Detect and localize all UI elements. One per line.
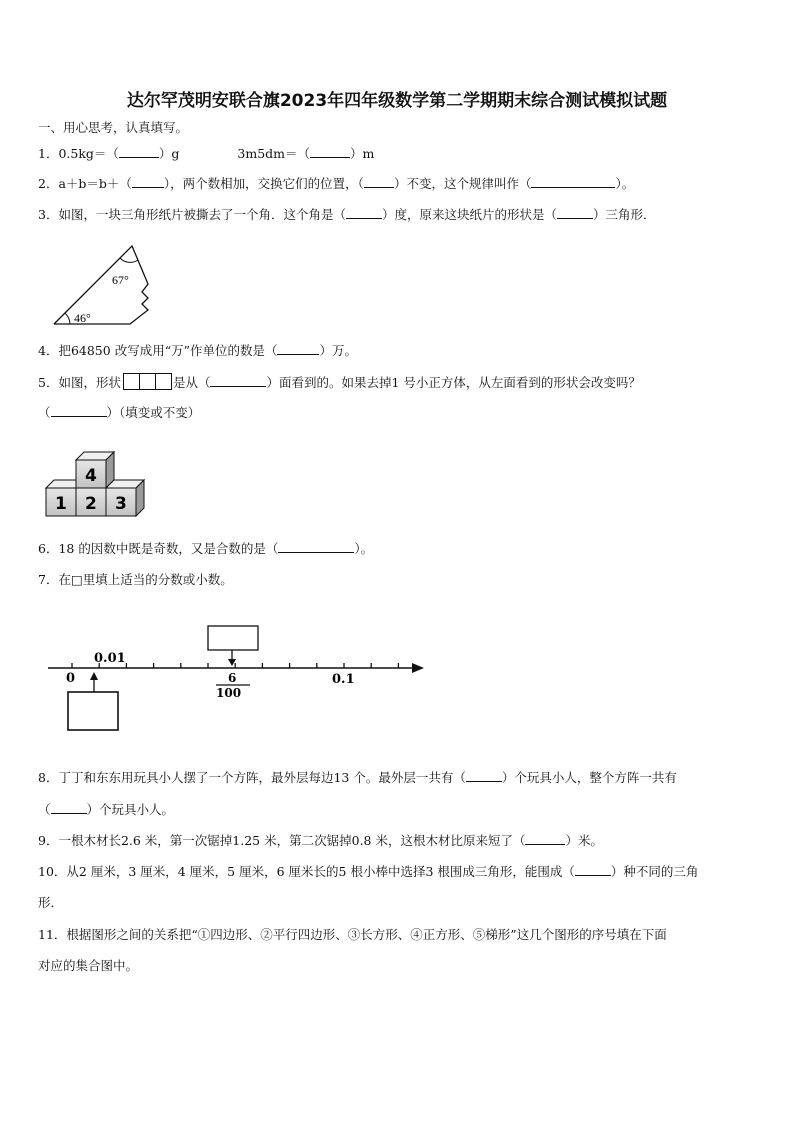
q6-blank[interactable] <box>278 541 354 553</box>
cube-4 <box>76 452 114 488</box>
cube-1-label: 1 <box>55 494 67 514</box>
question-6 <box>38 541 373 557</box>
question-2 <box>38 176 634 192</box>
q2-blank-2[interactable] <box>364 176 394 188</box>
q5-line2-close: ）（填变或不变） <box>106 405 201 420</box>
angle-arc-left <box>65 313 70 324</box>
question-11-line-2 <box>38 958 138 974</box>
q4-part-1: 4．把64850 改写成用“万”作单位的数是（ <box>38 343 278 358</box>
q3-part-1: 3．如图，一块三角形纸片被撕去了一个角．这个角是（ <box>38 207 346 222</box>
q5-line2-open: （ <box>38 405 51 420</box>
q3-blank-1[interactable] <box>346 207 382 219</box>
q9-part-2: ）米。 <box>565 833 603 848</box>
cube-2 <box>76 488 106 516</box>
label-0-01: 0.01 <box>94 651 126 666</box>
q8-part-1: 8．丁丁和东东用玩具小人摆了一个方阵，最外层每边13 个。最外层一共有（ <box>38 770 466 785</box>
q11-line2: 对应的集合图中。 <box>38 958 139 973</box>
question-8 <box>38 770 677 786</box>
question-5-line-2 <box>38 405 200 421</box>
answer-box-top[interactable] <box>208 626 258 650</box>
q5-blank-2[interactable] <box>51 405 107 417</box>
section-heading <box>38 120 188 136</box>
question-11 <box>38 927 667 943</box>
torn-triangle-figure <box>48 238 158 330</box>
q6-part-2: ）。 <box>354 541 374 556</box>
fraction-denominator: 100 <box>216 686 242 700</box>
q7-part-1: 7．在□里填上适当的分数或小数。 <box>38 572 233 587</box>
q2-part-3: ）不变，这个规律叫作（ <box>393 176 532 191</box>
fraction-numerator: 6 <box>228 671 237 685</box>
question-4 <box>38 343 357 359</box>
q8-line2-close: ）个玩具小人。 <box>86 802 175 817</box>
question-3 <box>38 207 656 223</box>
q3-part-2: ）度，原来这块纸片的形状是（ <box>381 207 557 222</box>
q8-part-2: ）个玩具小人，整个方阵一共有 <box>501 770 677 785</box>
triangle-outline <box>54 246 148 324</box>
shape-three-squares <box>123 373 171 391</box>
angle-label-left: 46° <box>74 311 91 325</box>
q1-blank-a[interactable] <box>119 146 159 158</box>
cube-4-label: 4 <box>85 466 97 486</box>
q10-part-1: 10．从2 厘米，3 厘米，4 厘米，5 厘米，6 厘米长的5 根小棒中选择3 根围成三角形，能围成（ <box>38 864 575 879</box>
angle-label-top: 67° <box>112 273 129 287</box>
q5-part-2: 是从（ <box>172 375 211 390</box>
q9-part-1: 9．一根木材长2.6 米，第一次锯掉1.25 米，第二次锯掉0.8 米，这根木材比原来短了（ <box>38 833 526 848</box>
q10-blank[interactable] <box>575 864 611 876</box>
label-0-1: 0.1 <box>332 672 355 687</box>
shape-square <box>155 373 172 390</box>
q4-blank[interactable] <box>277 343 319 355</box>
q8-blank-1[interactable] <box>466 770 502 782</box>
question-9 <box>38 833 603 849</box>
q2-blank-1[interactable] <box>132 176 164 188</box>
question-10 <box>38 864 698 880</box>
section-heading-text: 一、用心思考，认真填写。 <box>38 120 189 135</box>
cube-stack-figure <box>44 448 148 522</box>
q1-part-a-end: ）g <box>158 146 180 161</box>
q5-blank-1[interactable] <box>210 375 266 387</box>
q9-blank[interactable] <box>525 833 565 845</box>
cube-3-label: 3 <box>115 494 127 514</box>
arrow-up-icon <box>90 672 98 680</box>
q2-blank-3[interactable] <box>531 176 615 188</box>
number-line-figure <box>44 620 428 734</box>
q1-part-b-end: ）m <box>350 146 375 161</box>
q3-part-3: ）三角形． <box>592 207 656 222</box>
q1-part-b: 3m5dm＝（ <box>237 146 311 161</box>
q6-part-1: 6．18 的因数中既是奇数，又是合数的是（ <box>38 541 279 556</box>
q5-part-3: ）面看到的。如果去掉1 号小正方体，从左面看到的形状会改变吗？ <box>266 375 641 390</box>
shape-square <box>139 373 156 390</box>
q1-part-a: 1．0.5kg＝（ <box>38 146 119 161</box>
page-title: 达尔罕茂明安联合旗2023年四年级数学第二学期期末综合测试模拟试题 <box>126 91 668 111</box>
q3-blank-2[interactable] <box>557 207 593 219</box>
question-7 <box>38 572 233 588</box>
cube-3 <box>106 488 136 516</box>
q2-part-1: 2．a＋b＝b＋（ <box>38 176 132 191</box>
q10-line2: 形． <box>38 895 64 910</box>
number-line-arrowhead <box>412 663 424 673</box>
q2-part-4: ）。 <box>615 176 635 191</box>
q8-line2-open: （ <box>38 802 51 817</box>
question-1 <box>38 146 374 162</box>
q1-blank-b[interactable] <box>310 146 350 158</box>
q5-part-1: 5．如图，形状 <box>38 375 121 390</box>
q8-blank-2[interactable] <box>51 802 87 814</box>
question-10-line-2 <box>38 895 63 911</box>
shape-square <box>123 373 140 390</box>
q2-part-2: ），两个数相加，交换它们的位置，（ <box>163 176 364 191</box>
cube-1 <box>46 488 76 516</box>
q10-part-2: ）种不同的三角 <box>610 864 699 879</box>
answer-box-bottom[interactable] <box>68 692 118 730</box>
label-0: 0 <box>66 671 76 686</box>
question-8-line-2 <box>38 802 174 818</box>
q4-part-2: ）万。 <box>319 343 357 358</box>
cube-2-label: 2 <box>85 494 97 514</box>
q11-part-1: 11．根据图形之间的关系把“①四边形、②平行四边形、③长方形、④正方形、⑤梯形”这几个图形的序号填在下面 <box>38 927 667 942</box>
question-5 <box>38 373 641 391</box>
angle-arc-top <box>120 258 138 262</box>
